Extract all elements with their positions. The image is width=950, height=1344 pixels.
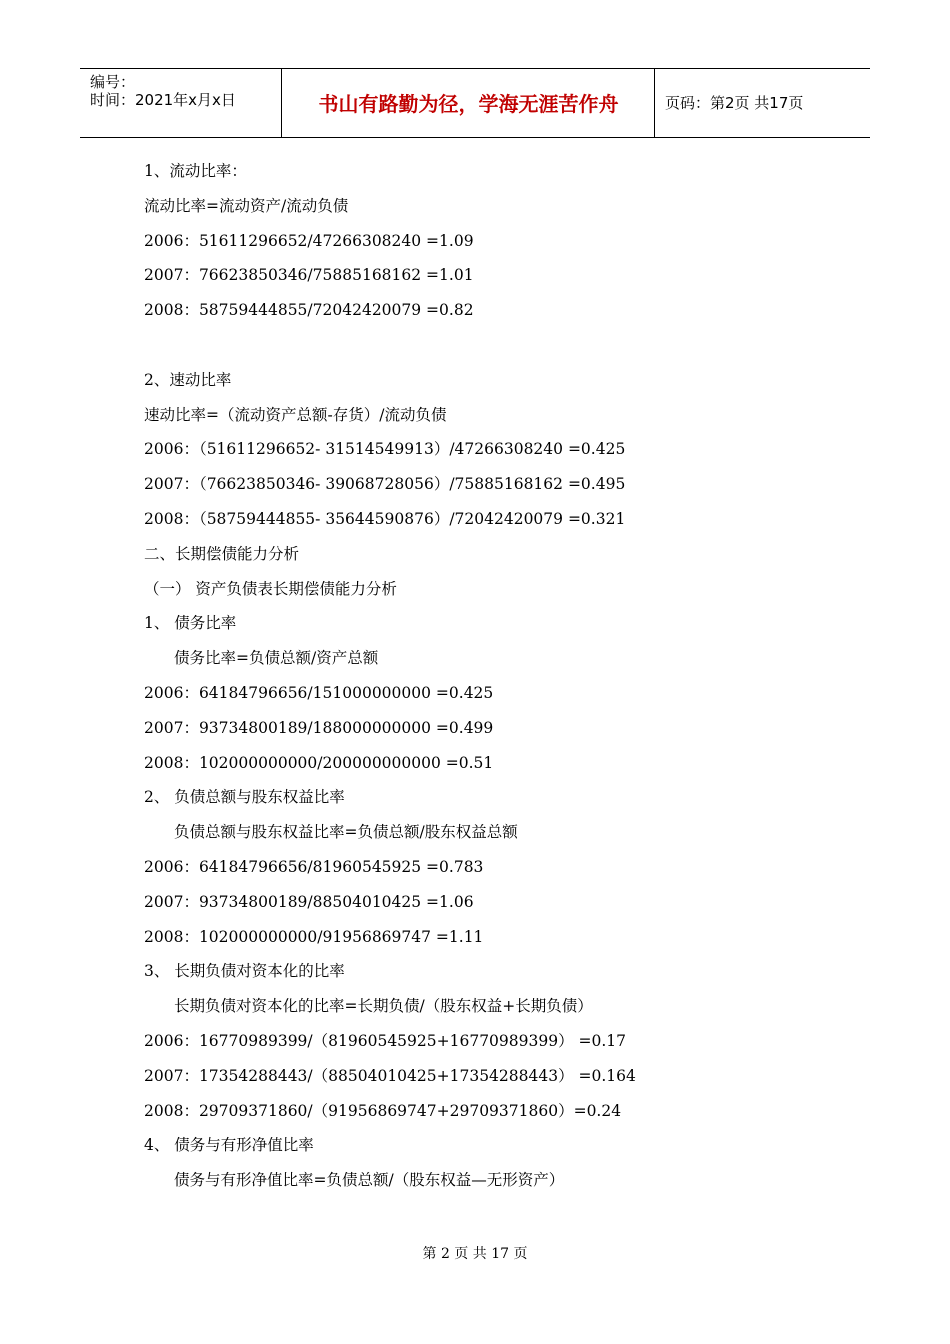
calc-line: 2006：16770989399/（81960545925+16770989399） =0.17 xyxy=(144,1031,627,1050)
header-info-cell xyxy=(80,69,282,137)
page-header xyxy=(80,68,870,138)
calc-line: 2008：102000000000/200000000000 =0.51 xyxy=(144,753,494,772)
page-footer: 第 2 页 共 17 页 xyxy=(422,1246,528,1262)
calc-line: 2008：（58759444855- 35644590876）/72042420079 =0.321 xyxy=(144,509,626,528)
calc-line: 2008：102000000000/91956869747 =1.11 xyxy=(144,927,484,946)
heading-capitalization-ratio: 3、 长期负债对资本化的比率 xyxy=(144,962,345,981)
formula-capitalization-ratio: 长期负债对资本化的比率=长期负债/（股东权益+长期负债） xyxy=(174,997,593,1016)
heading-current-ratio: 1、流动比率： xyxy=(144,162,247,180)
calc-line: 2007：76623850346/75885168162 =1.01 xyxy=(144,266,474,285)
blank-line xyxy=(144,334,864,369)
header-page-info: 页码：第2页 共17页 xyxy=(665,94,804,112)
header-page-cell xyxy=(655,69,870,137)
calc-line: 2006：（51611296652- 31514549913）/47266308240 =0.425 xyxy=(144,440,626,459)
header-motto-cell xyxy=(282,69,655,137)
calc-line: 2008：29709371860/（91956869747+29709371860）=0.24 xyxy=(144,1101,622,1120)
header-motto: 书山有路勤为径，学海无涯苦作舟 xyxy=(318,92,619,116)
calc-line: 2006：51611296652/47266308240 =1.09 xyxy=(144,231,474,250)
document-time-label: 时间：2021年x月x日 xyxy=(90,91,236,109)
calc-line: 2007：93734800189/188000000000 =0.499 xyxy=(144,718,494,737)
section-heading: 二、长期偿债能力分析 xyxy=(144,544,300,563)
document-number-label: 编号： xyxy=(90,73,136,91)
heading-tangible-net-worth-ratio: 4、 债务与有形净值比率 xyxy=(144,1136,314,1155)
document-body xyxy=(144,160,864,1204)
subsection-heading: （一） 资产负债表长期偿债能力分析 xyxy=(144,579,397,598)
calc-line: 2007：17354288443/（88504010425+17354288443） =0.164 xyxy=(144,1066,636,1085)
calc-line: 2007：93734800189/88504010425 =1.06 xyxy=(144,892,474,911)
formula-debt-ratio: 债务比率=负债总额/资产总额 xyxy=(174,649,379,668)
formula-debt-equity-ratio: 负债总额与股东权益比率=负债总额/股东权益总额 xyxy=(174,823,518,842)
heading-debt-ratio: 1、 债务比率 xyxy=(144,614,237,633)
calc-line: 2006：64184796656/151000000000 =0.425 xyxy=(144,683,494,702)
calc-line: 2006：64184796656/81960545925 =0.783 xyxy=(144,857,484,876)
calc-line: 2008：58759444855/72042420079 =0.82 xyxy=(144,301,474,320)
calc-line: 2007：（76623850346- 39068728056）/75885168162 =0.495 xyxy=(144,475,626,494)
formula-quick-ratio: 速动比率=（流动资产总额-存货）/流动负债 xyxy=(144,405,447,424)
formula-tangible-net-worth-ratio: 债务与有形净值比率=负债总额/（股东权益—无形资产） xyxy=(174,1171,565,1190)
heading-debt-equity-ratio: 2、 负债总额与股东权益比率 xyxy=(144,788,345,807)
formula-current-ratio: 流动比率=流动资产/流动负债 xyxy=(144,196,349,215)
heading-quick-ratio: 2、速动比率 xyxy=(144,370,232,389)
